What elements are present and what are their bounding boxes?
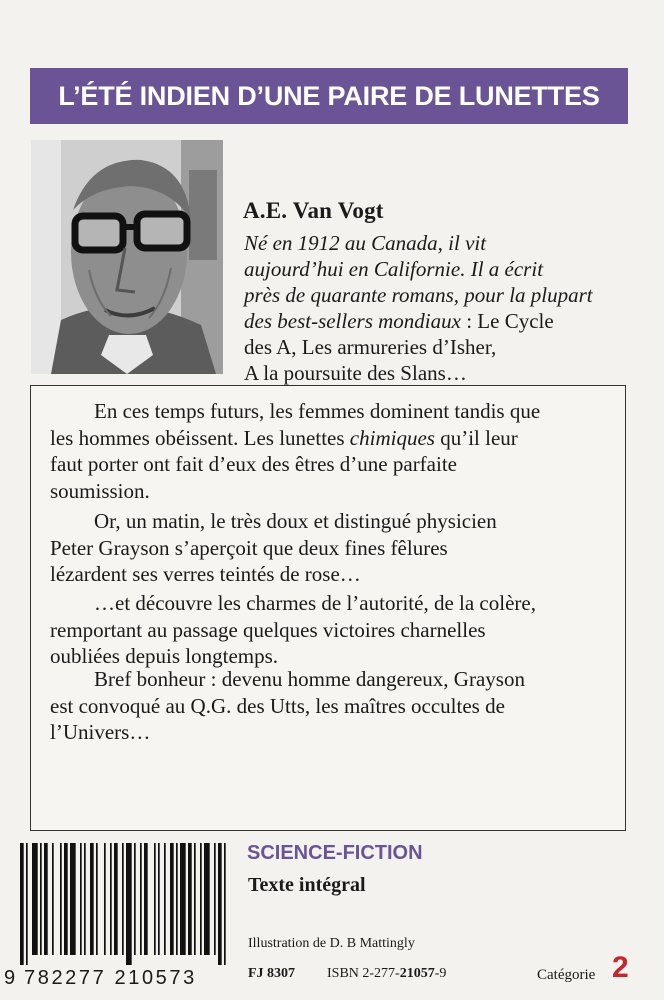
barcode-digits: 782277 210573 (24, 967, 197, 989)
synopsis-line: oubliées depuis longtemps. (50, 644, 279, 668)
book-title-banner (30, 68, 628, 124)
synopsis-line: Or, un matin, le très doux et distingué physicien (94, 509, 497, 533)
synopsis-line: remportant au passage quelques victoires charnelles (50, 617, 486, 642)
barcode-bar (126, 843, 132, 965)
barcode-bar (204, 843, 210, 955)
barcode-bar (134, 843, 136, 955)
barcode-bar (224, 843, 226, 965)
barcode-bar (218, 843, 222, 965)
barcode-bar (52, 843, 54, 955)
bio-line: près de quarante romans, pour la plupart (244, 283, 593, 307)
synopsis-line (50, 425, 630, 452)
barcode-bar (44, 843, 48, 955)
synopsis-line: est convoqué au Q.G. des Utts, les maîtres occultes de (50, 693, 505, 718)
barcode-bar (70, 843, 76, 955)
synopsis-paragraph-4 (50, 666, 630, 746)
synopsis-line: En ces temps futurs, les femmes dominent tandis que (94, 399, 541, 423)
synopsis-line: lézardent ses verres teintés de rose… (50, 562, 361, 586)
synopsis-line: l’Univers… (50, 720, 151, 744)
barcode-bar (80, 843, 82, 955)
synopsis-italic-fragment: chimiques (349, 425, 435, 450)
bio-line (244, 308, 644, 334)
barcode-bar (194, 843, 196, 955)
book-title: L’ÉTÉ INDIEN D’UNE PAIRE DE LUNETTES (58, 80, 600, 111)
bio-line: des A, Les armureries d’Isher, (244, 335, 497, 359)
author-bio (244, 230, 644, 386)
barcode-bar (60, 843, 62, 955)
barcode-bar (64, 843, 68, 955)
synopsis-fragment: les hommes obéissent. Les lunettes (50, 425, 350, 450)
illustration-credit: Illustration de D. B Mattingly (248, 936, 415, 951)
barcode-bar (144, 843, 148, 955)
barcode-bar (214, 843, 216, 955)
author-name: A.E. Van Vogt (243, 198, 384, 223)
barcode-bar (96, 843, 98, 955)
bio-line: Né en 1912 au Canada, il vit (244, 231, 487, 255)
barcode-bar (164, 843, 166, 955)
synopsis-line: faut porter ont fait d’eux des êtres d’une parfaite (50, 452, 457, 476)
barcode-bar (26, 843, 28, 965)
synopsis-line: soumission. (50, 478, 150, 503)
isbn-bold-part: 21057 (399, 966, 435, 981)
barcode-bar (122, 843, 124, 955)
barcode-bar (140, 843, 142, 955)
synopsis-line: Bref bonheur : devenu homme dangereux, Grayson (94, 667, 525, 691)
barcode-bar (114, 843, 118, 955)
synopsis-paragraph-1 (50, 398, 630, 504)
category-label: Catégorie (537, 967, 596, 983)
barcode-bar (176, 843, 178, 955)
barcode-bar (40, 843, 42, 955)
barcode-bar (84, 843, 86, 955)
synopsis-fragment: qu’il leur (434, 425, 518, 450)
barcode-first-digit: 9 (4, 967, 16, 989)
edition-note: Texte intégral (248, 874, 366, 896)
barcode-bar (188, 843, 192, 955)
isbn-number (327, 966, 446, 982)
author-portrait (31, 140, 223, 374)
barcode-bars (20, 843, 230, 965)
synopsis-line: Peter Grayson s’aperçoit que deux fines fêlures (50, 535, 448, 560)
barcode-bar (180, 843, 186, 955)
bio-fragment: : Le Cycle (460, 309, 554, 333)
synopsis-line: …et découvre les charmes de l’autorité, de la colère, (94, 591, 536, 615)
isbn-barcode (4, 843, 230, 993)
barcode-bar (170, 843, 174, 955)
synopsis-paragraph-2 (50, 508, 630, 588)
bio-line: aujourd’hui en Californie. Il a écrit (244, 257, 544, 281)
genre-label: SCIENCE-FICTION (247, 842, 423, 864)
synopsis-paragraph-3 (50, 590, 630, 670)
barcode-bar (110, 843, 112, 955)
barcode-bar (158, 843, 160, 955)
barcode-bar (20, 843, 24, 965)
category-number: 2 (612, 951, 629, 984)
barcode-bar (154, 843, 156, 955)
barcode-bar (32, 843, 38, 955)
barcode-bar (90, 843, 94, 955)
bio-italic-fragment: des best-sellers mondiaux (244, 309, 461, 333)
barcode-bar (200, 843, 202, 955)
publisher-code: FJ 8307 (248, 966, 296, 981)
bio-line: A la poursuite des Slans… (244, 361, 467, 385)
barcode-bar (104, 843, 106, 955)
isbn-suffix: -9 (434, 966, 447, 981)
isbn-prefix: ISBN 2-277- (327, 966, 400, 981)
